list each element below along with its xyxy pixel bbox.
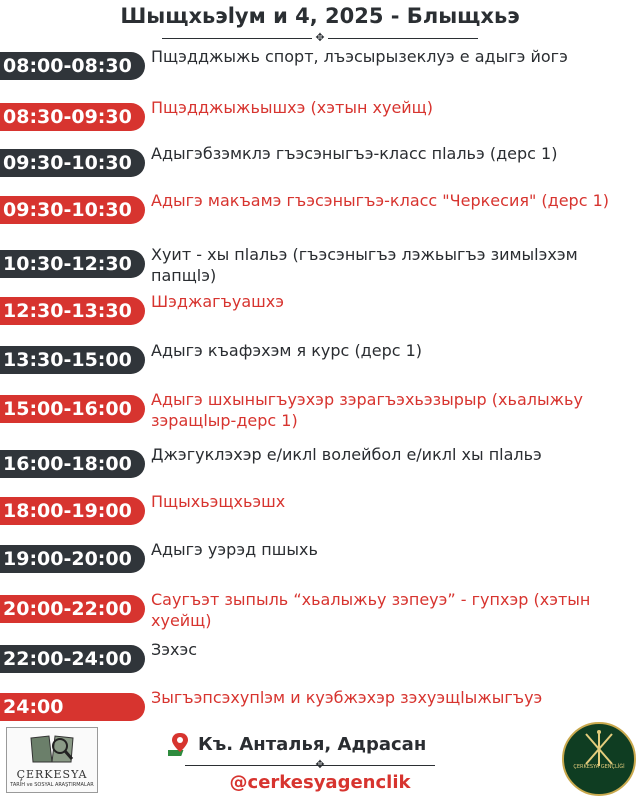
activity-text: Пщэдджыжь спорт, лъэсырызеклуэ е адыгэ йогэ [151, 47, 568, 66]
time-badge: 20:00-22:00 [0, 595, 145, 623]
time-badge: 22:00-24:00 [0, 645, 145, 673]
social-handle[interactable]: @cerkesyagenclik [229, 772, 411, 793]
activity-text: Адыгэ уэрэд пшыхь [151, 540, 318, 559]
time-badge: 19:00-20:00 [0, 545, 145, 573]
activity-text: Адыгэ къафэхэм я курс (дерс 1) [151, 341, 423, 360]
page-title: Шыщхьэlум и 4, 2025 - Блыщхьэ [120, 4, 520, 28]
location-text: Къ. Анталья, Адрасан [198, 734, 427, 755]
activity-text: Саугъэт зыпыль “хьалыжьу зэпеуэ” - гупхэр (хэтын хуейщ) [151, 590, 591, 630]
activity-text: Хуит - хы пlальэ (гъэсэныгъэ лэжьыгъэ зимыlэхэм папщlэ) [151, 245, 578, 285]
activity-text: Адыгэбзэмклэ гъэсэныгъэ-класс пlальэ (дерс 1) [151, 144, 558, 163]
logo-right-text: ÇERKESYA GENÇLİĞİ [573, 764, 625, 770]
activity-text: Зыгъэпсэхупlэм и куэбжэхэр зэхуэщlыжыгъуэ [151, 688, 543, 707]
time-badge: 12:30-13:30 [0, 297, 145, 325]
logo-left-subtitle: TARİH ve SOSYAL ARAŞTIRMALAR [10, 782, 94, 788]
time-badge: 10:30-12:30 [0, 250, 145, 278]
time-badge: 16:00-18:00 [0, 450, 145, 478]
activity-text: Джэгуклэхэр е/иклl волейбол е/иклl хы пlальэ [151, 445, 542, 464]
crossed-arrows-icon [564, 728, 634, 768]
time-badge: 13:30-15:00 [0, 346, 145, 374]
activity-text: Пщэдджыжьышхэ (хэтын хуейщ) [151, 98, 433, 117]
activity-text: Адыгэ шхыныгъуэхэр зэрагъэхьэзырыр (хьалыжьу зэращlыр-дерс 1) [151, 390, 583, 430]
map-pin-icon [168, 732, 192, 758]
time-badge: 08:30-09:30 [0, 103, 145, 131]
time-badge: 24:00 [0, 693, 145, 721]
time-badge: 08:00-08:30 [0, 52, 145, 80]
time-badge: 18:00-19:00 [0, 497, 145, 525]
cerkesya-genclik-logo [562, 722, 636, 796]
time-badge: 15:00-16:00 [0, 395, 145, 423]
logo-left-name: ÇERKESYA [16, 768, 88, 781]
activity-text: Пщыхьэщхьэшх [151, 492, 286, 511]
title-ornament: ✥ [0, 31, 640, 44]
activity-text: Адыгэ макъамэ гъэсэныгъэ-класс "Черкесия" (дерс 1) [151, 191, 610, 210]
time-badge: 09:30-10:30 [0, 149, 145, 177]
handle-ornament: ✥ [315, 758, 325, 771]
activity-text: Зэхэс [151, 640, 198, 659]
activity-text: Шэджагъуашхэ [151, 292, 285, 311]
time-badge: 09:30-10:30 [0, 196, 145, 224]
